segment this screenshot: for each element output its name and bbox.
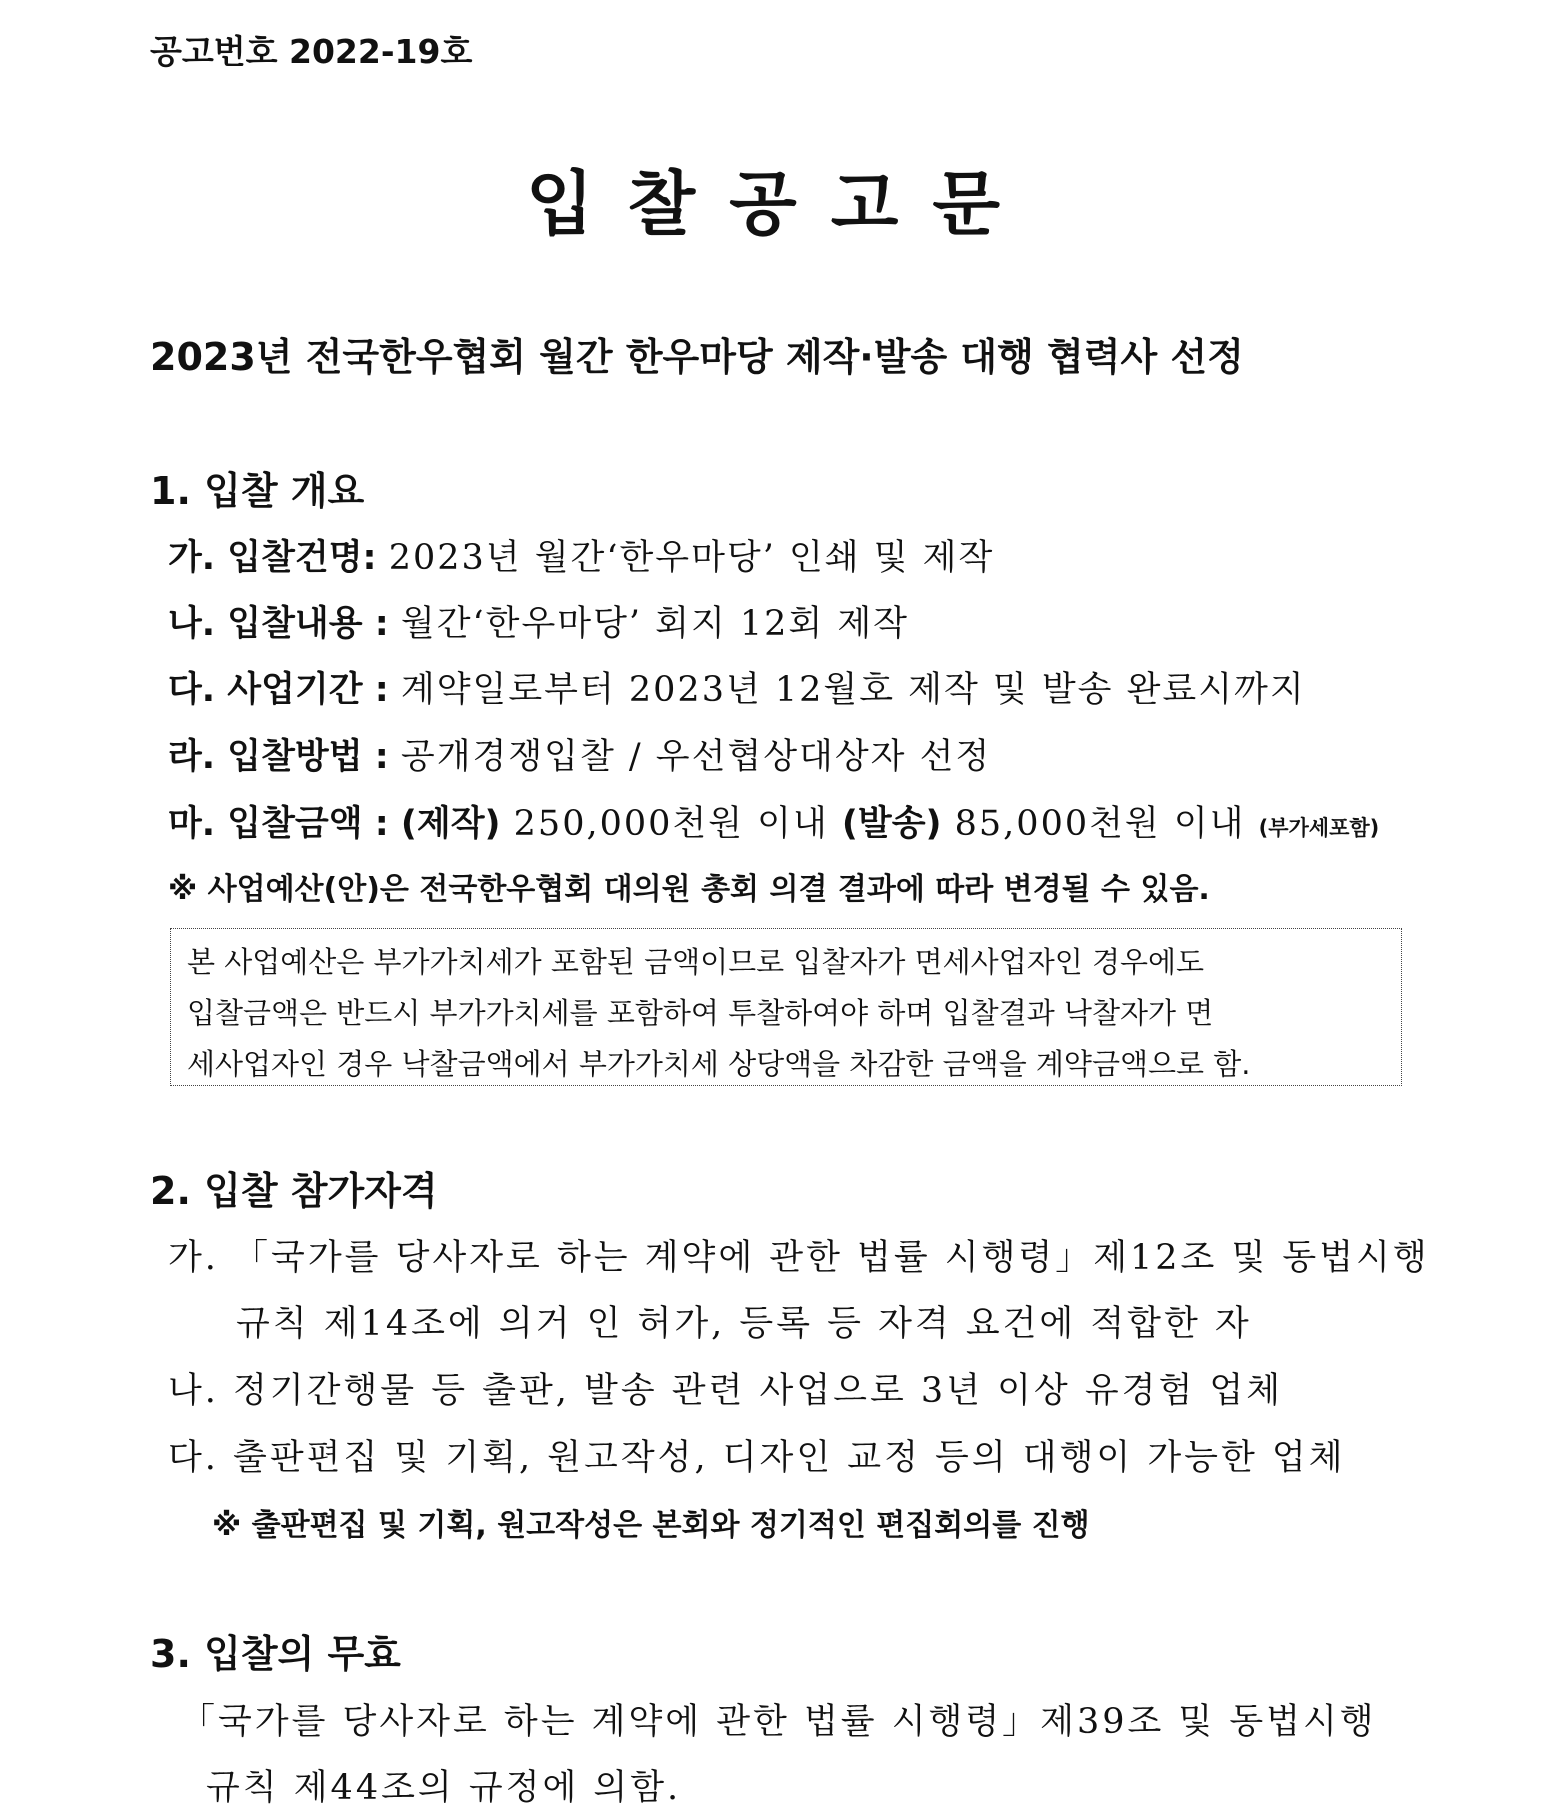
budget-note: ※ 사업예산(안)은 전국한우협회 대의원 총회 의결 결과에 따라 변경될 수 있음. xyxy=(168,872,1210,907)
item-label: 다. 사업기간 : xyxy=(168,670,401,710)
overview-item-content xyxy=(168,596,909,646)
item-label: 나. 입찰내용 : xyxy=(168,604,401,644)
qualification-a-line1: 가. 「국가를 당사자로 하는 계약에 관한 법률 시행령」제12조 및 동법시행 xyxy=(168,1238,1430,1278)
vat-note: (부가세포함) xyxy=(1258,816,1380,840)
item-value: 공개경쟁입찰 / 우선협상대상자 선정 xyxy=(400,737,992,777)
item-value: 2023년 월간‘한우마당’ 인쇄 및 제작 xyxy=(388,538,995,578)
production-label: (제작) xyxy=(400,804,501,844)
section-2-heading: 2. 입찰 참가자격 xyxy=(150,1169,438,1213)
qualification-b: 나. 정기간행물 등 출판, 발송 관련 사업으로 3년 이상 유경험 업체 xyxy=(168,1371,1284,1411)
overview-item-method xyxy=(168,729,991,779)
item-value: 계약일로부터 2023년 12월호 제작 및 발송 완료시까지 xyxy=(400,670,1306,710)
vat-notice-box xyxy=(170,928,1402,1086)
item-value: 월간‘한우마당’ 회지 12회 제작 xyxy=(400,604,909,644)
shipping-value: 85,000천원 이내 xyxy=(941,804,1259,844)
overview-item-amount xyxy=(168,796,1379,846)
editing-meeting-note: ※ 출판편집 및 기획, 원고작성은 본회와 정기적인 편집회의를 진행 xyxy=(212,1508,1090,1543)
page-title: 입찰공고문 xyxy=(525,163,1035,245)
box-line: 입찰금액은 반드시 부가가치세를 포함하여 투찰하여야 하며 입찰결과 낙찰자가 면 xyxy=(187,996,1214,1030)
invalidity-line1: 「국가를 당사자로 하는 계약에 관한 법률 시행령」제39조 및 동법시행 xyxy=(180,1702,1377,1742)
item-label: 가. 입찰건명: xyxy=(168,538,389,578)
qualification-a-line2: 규칙 제14조에 의거 인 허가, 등록 등 자격 요건에 적합한 자 xyxy=(236,1304,1252,1344)
item-label: 라. 입찰방법 : xyxy=(168,737,401,777)
shipping-label: (발송) xyxy=(841,804,942,844)
box-line: 세사업자인 경우 낙찰금액에서 부가가치세 상당액을 차감한 금액을 계약금액으로 함. xyxy=(187,1047,1251,1081)
box-line: 본 사업예산은 부가가치세가 포함된 금액이므로 입찰자가 면세사업자인 경우에도 xyxy=(187,945,1205,979)
production-value: 250,000천원 이내 xyxy=(500,804,842,844)
section-3-heading: 3. 입찰의 무효 xyxy=(150,1632,401,1676)
notice-number: 공고번호 2022-19호 xyxy=(150,32,473,71)
bid-subject: 2023년 전국한우협회 월간 한우마당 제작·발송 대행 협력사 선정 xyxy=(150,335,1244,379)
overview-item-period xyxy=(168,662,1306,712)
section-1-heading: 1. 입찰 개요 xyxy=(150,469,365,513)
item-label: 마. 입찰금액 : xyxy=(168,804,401,844)
qualification-c: 다. 출판편집 및 기획, 원고작성, 디자인 교정 등의 대행이 가능한 업체 xyxy=(168,1438,1346,1478)
overview-item-name xyxy=(168,530,994,580)
invalidity-line2: 규칙 제44조의 규정에 의함. xyxy=(206,1768,682,1808)
